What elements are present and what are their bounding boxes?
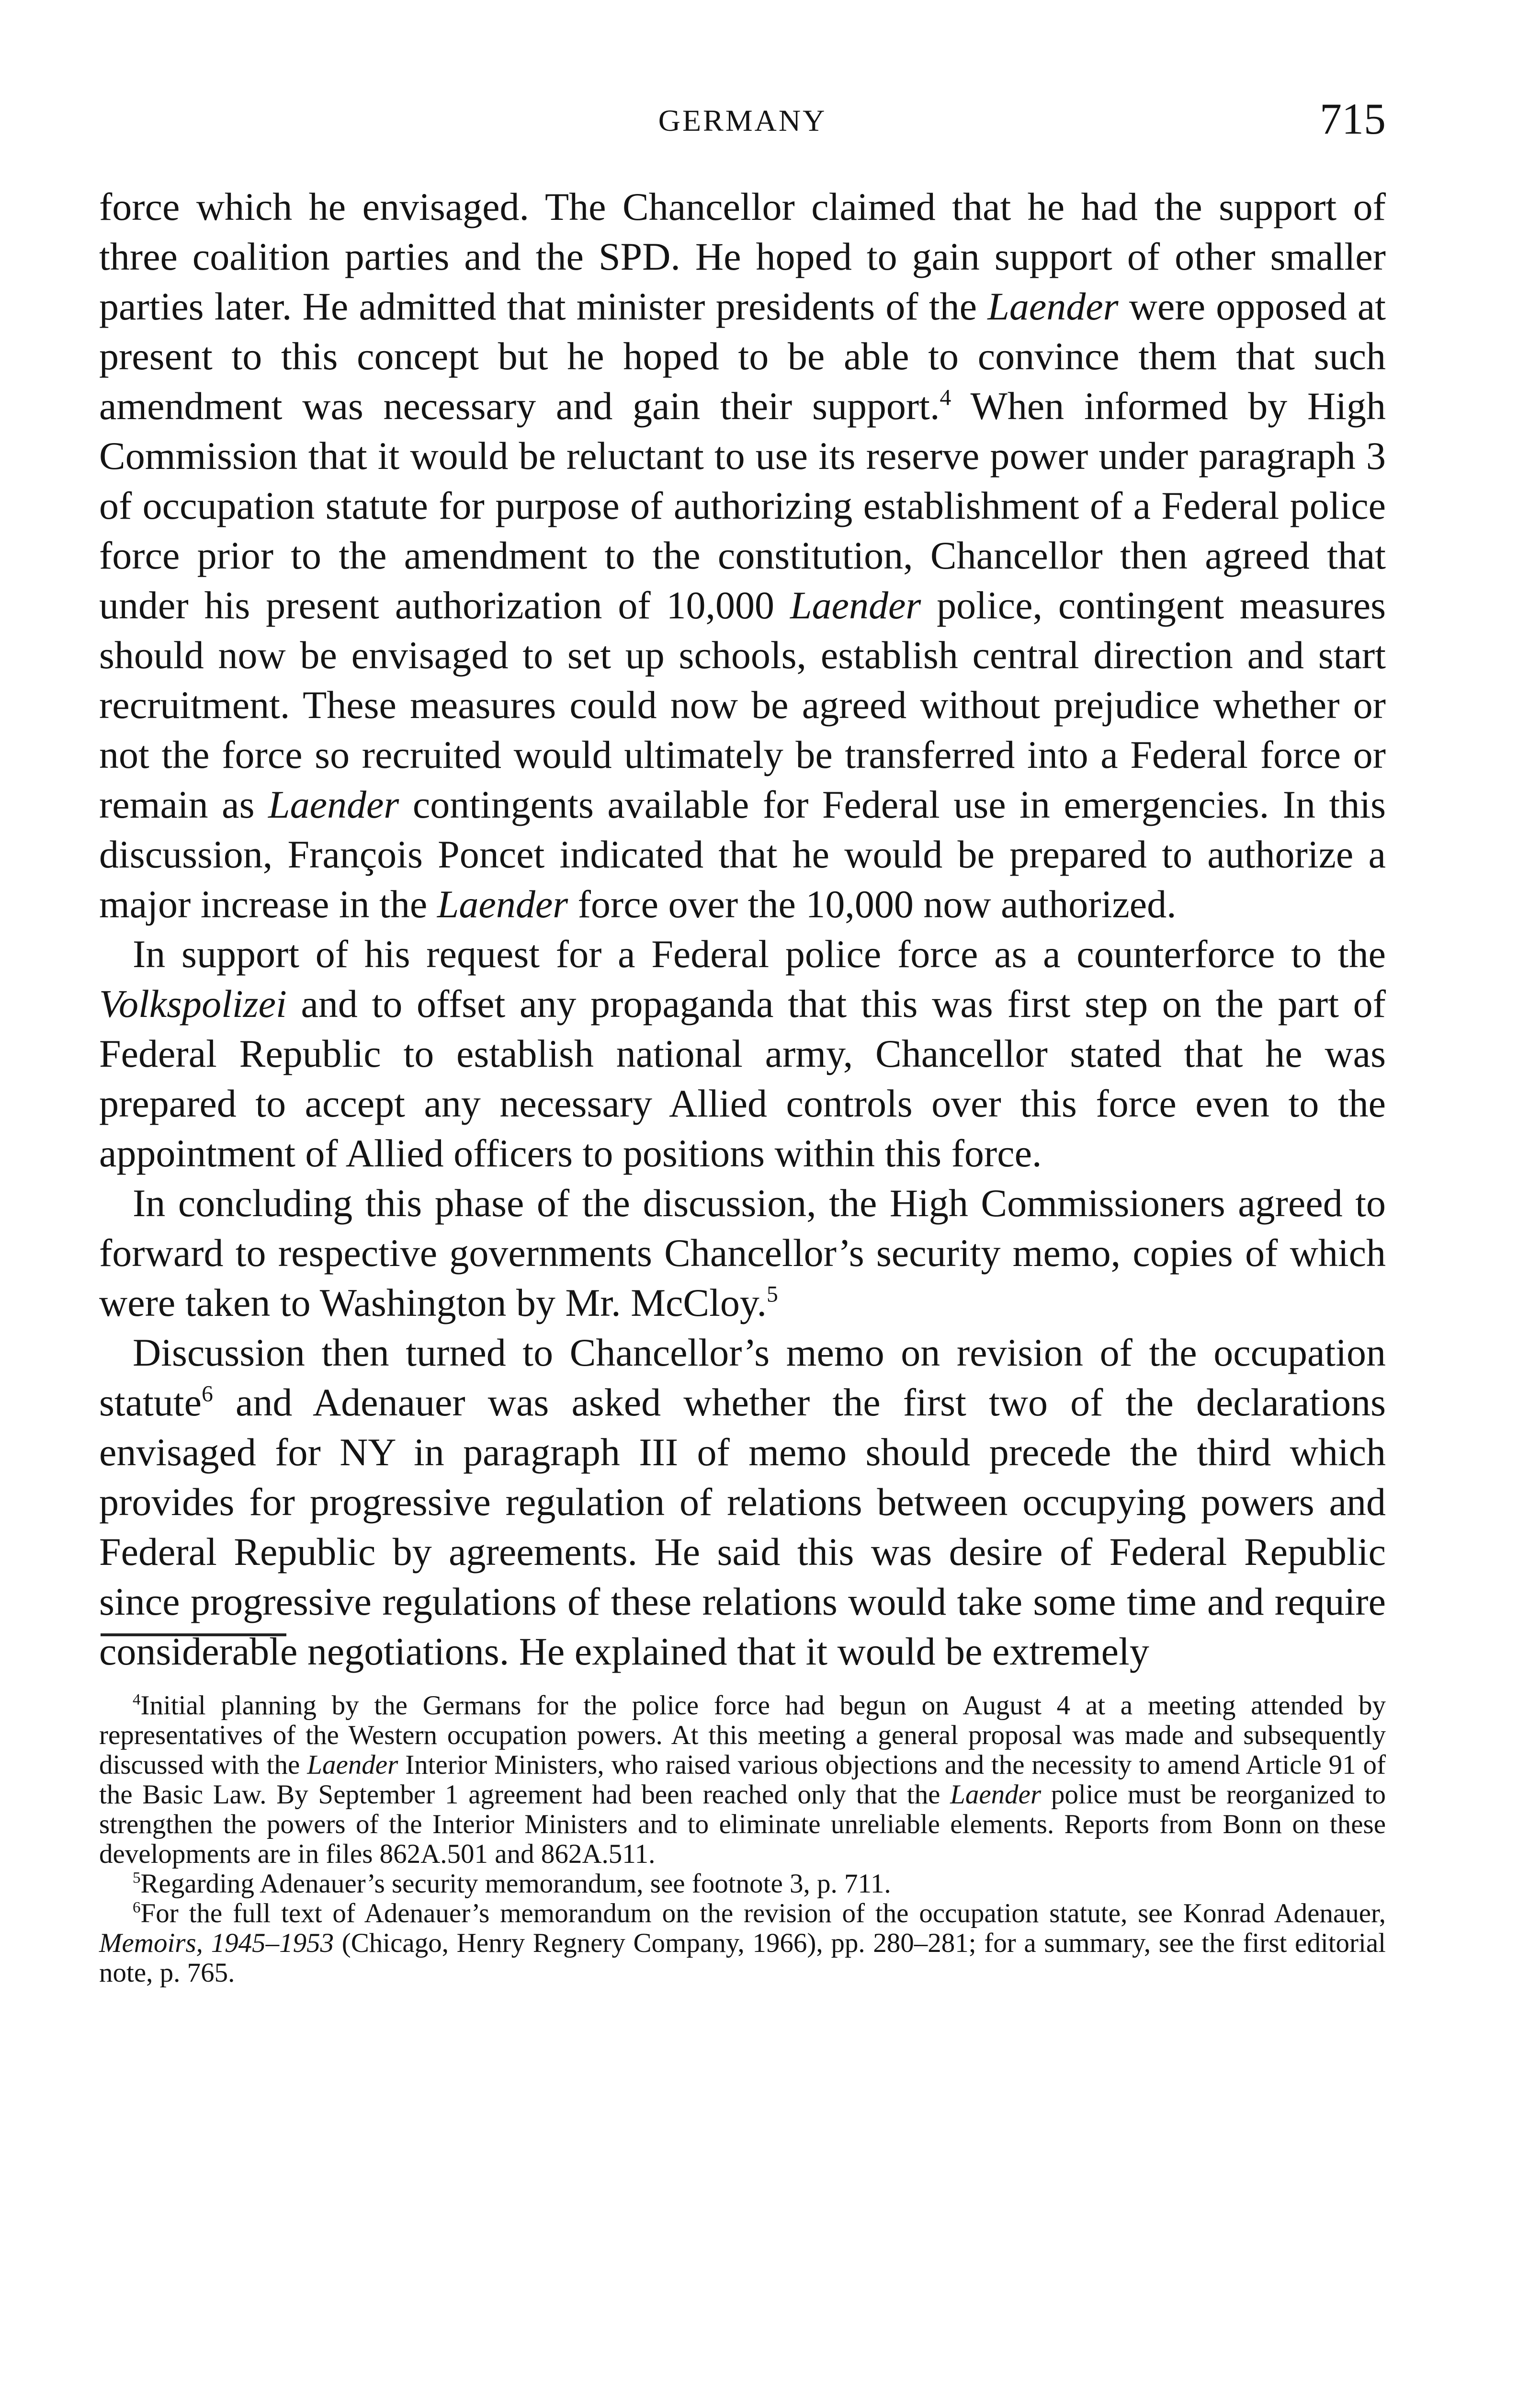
footnote-reference: 4: [940, 385, 951, 411]
running-head: GERMANY: [658, 103, 827, 137]
text-run: police, contingent measures should now be envisaged to set up schools, establish central direction and start recruitment. These measures could now be agreed without prejudice whether or not the force so recruited would ultimately be transferred into a Federal force or remain as: [99, 583, 1386, 826]
text-run: force which he envisaged. The Chancellor claimed that he had the support of three coalition parties and the SPD. He hoped to gain support of other smaller parties later. He admitted that minister presidents of the: [99, 185, 1386, 328]
text-run: For the full text of Adenauer’s memorandum on the revision of the occupation statute, see Konrad Adenauer,: [140, 1898, 1386, 1928]
footnote-reference: 4: [133, 1691, 141, 1709]
footnote: [99, 1691, 1386, 1869]
italic-text: Laender: [307, 1750, 398, 1780]
italic-text: Memoirs, 1945–1953: [99, 1928, 334, 1958]
footnote-reference: 6: [133, 1899, 141, 1916]
footnote: [99, 1869, 1386, 1899]
footnote: [99, 1899, 1386, 1988]
footnote-reference: 5: [767, 1282, 778, 1307]
footnote-reference: 5: [133, 1869, 141, 1887]
italic-text: Laender: [437, 882, 568, 926]
text-run: and Adenauer was asked whether the first two of the declarations envisaged for NY in paragraph III of memo should precede the third which provides for progressive regulation of relations between occupying powers and Federal Republic by agreements. He said this was desire of Federal Republic since progressive regulations of these relations would take some time and require considerable negotiations. He explained that it would be extremely: [99, 1380, 1386, 1673]
text-run: When informed by High Commission that it would be reluctant to use its reserve power under paragraph 3 of occupation statute for purpose of authorizing establishment of a Federal police force prior to the amendment to the constitution, Chancellor then agreed that under his present authorization of 10,000: [99, 384, 1386, 627]
text-run: and to offset any propaganda that this was first step on the part of Federal Republic to establish national army, Chancellor stated that he was prepared to accept any necessary Allied controls over this force even to the appointment of Allied officers to positions within this force.: [99, 982, 1386, 1175]
italic-text: Laender: [268, 783, 399, 826]
page-number: 715: [1320, 94, 1386, 143]
text-run: In concluding this phase of the discussion, the High Commissioners agreed to forward to respective governments Chancellor’s security memo, copies of which were taken to Washington by Mr. McCloy.: [99, 1181, 1386, 1324]
text-run: In support of his request for a Federal police force as a counterforce to the: [133, 932, 1386, 976]
body-paragraph: [99, 1328, 1386, 1676]
body-paragraph: [99, 929, 1386, 1178]
text-run: force over the 10,000 now authorized.: [568, 882, 1177, 926]
italic-text: Laender: [950, 1779, 1042, 1810]
page-header: [99, 93, 1386, 160]
italic-text: Laender: [790, 583, 921, 627]
body-text: [99, 182, 1386, 1676]
body-paragraph: [99, 182, 1386, 929]
footnotes: [99, 1691, 1386, 1988]
text-run: Initial planning by the Germans for the police force had begun on August 4 at a meeting attended by representatives of the Western occupation powers. At this meeting a general proposal was made and subsequently discussed with the: [99, 1690, 1386, 1780]
text-run: police must be reorganized to strengthen the powers of the Interior Ministers and to eliminate unreliable elements. Reports from Bonn on these developments are in files 862A.501 and 862A.511.: [99, 1779, 1386, 1869]
text-run: were opposed at present to this concept but he hoped to be able to convince them that such amendment was necessary and gain their support.: [99, 285, 1386, 428]
italic-text: Volkspolizei: [99, 982, 287, 1026]
footnote-reference: 6: [202, 1381, 213, 1407]
footnote-divider: [101, 1633, 286, 1636]
text-run: Regarding Adenauer’s security memorandum, see footnote 3, p. 711.: [140, 1869, 891, 1899]
italic-text: Laender: [987, 285, 1119, 328]
body-paragraph: [99, 1178, 1386, 1328]
text-run: Discussion then turned to Chancellor’s memo on revision of the occupation statute: [99, 1331, 1386, 1424]
text-run: contingents available for Federal use in emergencies. In this discussion, François Poncet indicated that he would be prepared to authorize a major increase in the: [99, 783, 1386, 926]
text-run: (Chicago, Henry Regnery Company, 1966), pp. 280–281; for a summary, see the first editorial note, p. 765.: [99, 1928, 1386, 1988]
text-run: Interior Ministers, who raised various objections and the necessity to amend Article 91 of the Basic Law. By September 1 agreement had been reached only that the: [99, 1750, 1386, 1810]
